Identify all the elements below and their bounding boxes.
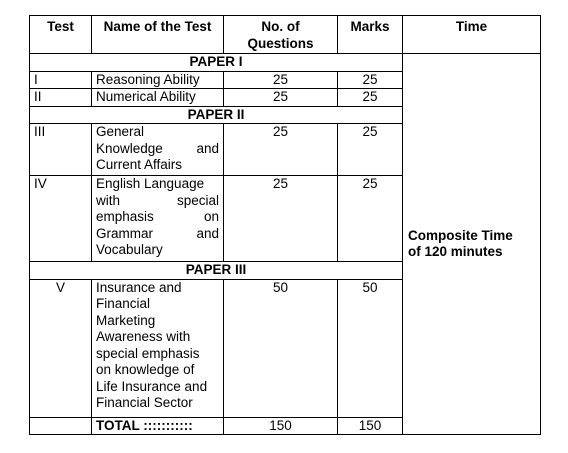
composite-time-line1: Composite Time: [408, 227, 513, 243]
total-empty-cell: [30, 417, 92, 435]
marks-value: 25: [338, 89, 403, 107]
test-name-line: General: [96, 124, 145, 139]
test-name-line: Awareness with: [96, 329, 191, 344]
word: emphasis: [96, 209, 154, 224]
paper-2-label: PAPER II: [30, 106, 403, 124]
header-questions-line1: No. of: [261, 19, 300, 34]
test-number: IV: [30, 176, 92, 262]
marks-value: 25: [338, 71, 403, 89]
total-questions: 150: [224, 417, 338, 435]
header-test: Test: [30, 16, 92, 54]
test-number: III: [30, 124, 92, 176]
test-name-line: Marketing: [96, 312, 156, 328]
questions-count: 25: [224, 176, 338, 262]
word: on: [203, 209, 219, 224]
test-name-line: on knowledge of: [96, 362, 195, 377]
marks-value: 25: [338, 124, 403, 176]
test-name-line: Financial: [96, 296, 151, 311]
word: with: [96, 192, 121, 208]
composite-time-line2: of 120 minutes: [408, 244, 503, 259]
test-name: [92, 176, 224, 262]
word: Grammar: [96, 225, 153, 241]
word: and: [196, 225, 219, 241]
test-name-line-justified: [96, 209, 219, 226]
header-name: Name of the Test: [92, 16, 224, 54]
test-name-line-justified: [96, 193, 219, 210]
header-questions-line2: Questions: [247, 35, 314, 51]
marks-value: 50: [338, 279, 403, 417]
test-number: II: [30, 89, 92, 107]
paper-1-label: PAPER I: [30, 54, 403, 72]
test-name-line: Insurance and: [96, 279, 182, 295]
test-name: Reasoning Ability: [92, 71, 224, 89]
composite-time: [403, 54, 541, 435]
test-name-line-justified: [96, 141, 219, 158]
test-name: [92, 124, 224, 176]
test-name-line: Current Affairs: [96, 157, 183, 172]
questions-count: 25: [224, 124, 338, 176]
total-label: TOTAL :::::::::::: [92, 417, 224, 435]
questions-count: 25: [224, 71, 338, 89]
test-name: Numerical Ability: [92, 89, 224, 107]
test-number: I: [30, 71, 92, 89]
test-number: V: [30, 279, 92, 417]
word: Knowledge: [96, 140, 163, 156]
marks-value: 25: [338, 176, 403, 262]
header-time: Time: [403, 16, 541, 54]
word: and: [196, 140, 219, 156]
test-name-line: English Language: [96, 176, 205, 191]
header-marks: Marks: [338, 16, 403, 54]
paper-row: [30, 54, 541, 72]
test-name-line: Vocabulary: [96, 242, 163, 257]
test-name-line-justified: [96, 226, 219, 243]
questions-count: 25: [224, 89, 338, 107]
word: special: [176, 192, 219, 208]
questions-count: 50: [224, 279, 338, 417]
test-name: [92, 279, 224, 417]
exam-pattern-table-container: [29, 15, 541, 435]
exam-pattern-table: [29, 15, 541, 435]
paper-3-label: PAPER III: [30, 262, 403, 280]
total-marks: 150: [338, 417, 403, 435]
test-name-line: Financial Sector: [96, 395, 193, 410]
header-questions: [224, 16, 338, 54]
test-name-line: special emphasis: [96, 345, 200, 361]
test-name-line: Life Insurance and: [96, 378, 208, 394]
header-row: [30, 16, 541, 54]
